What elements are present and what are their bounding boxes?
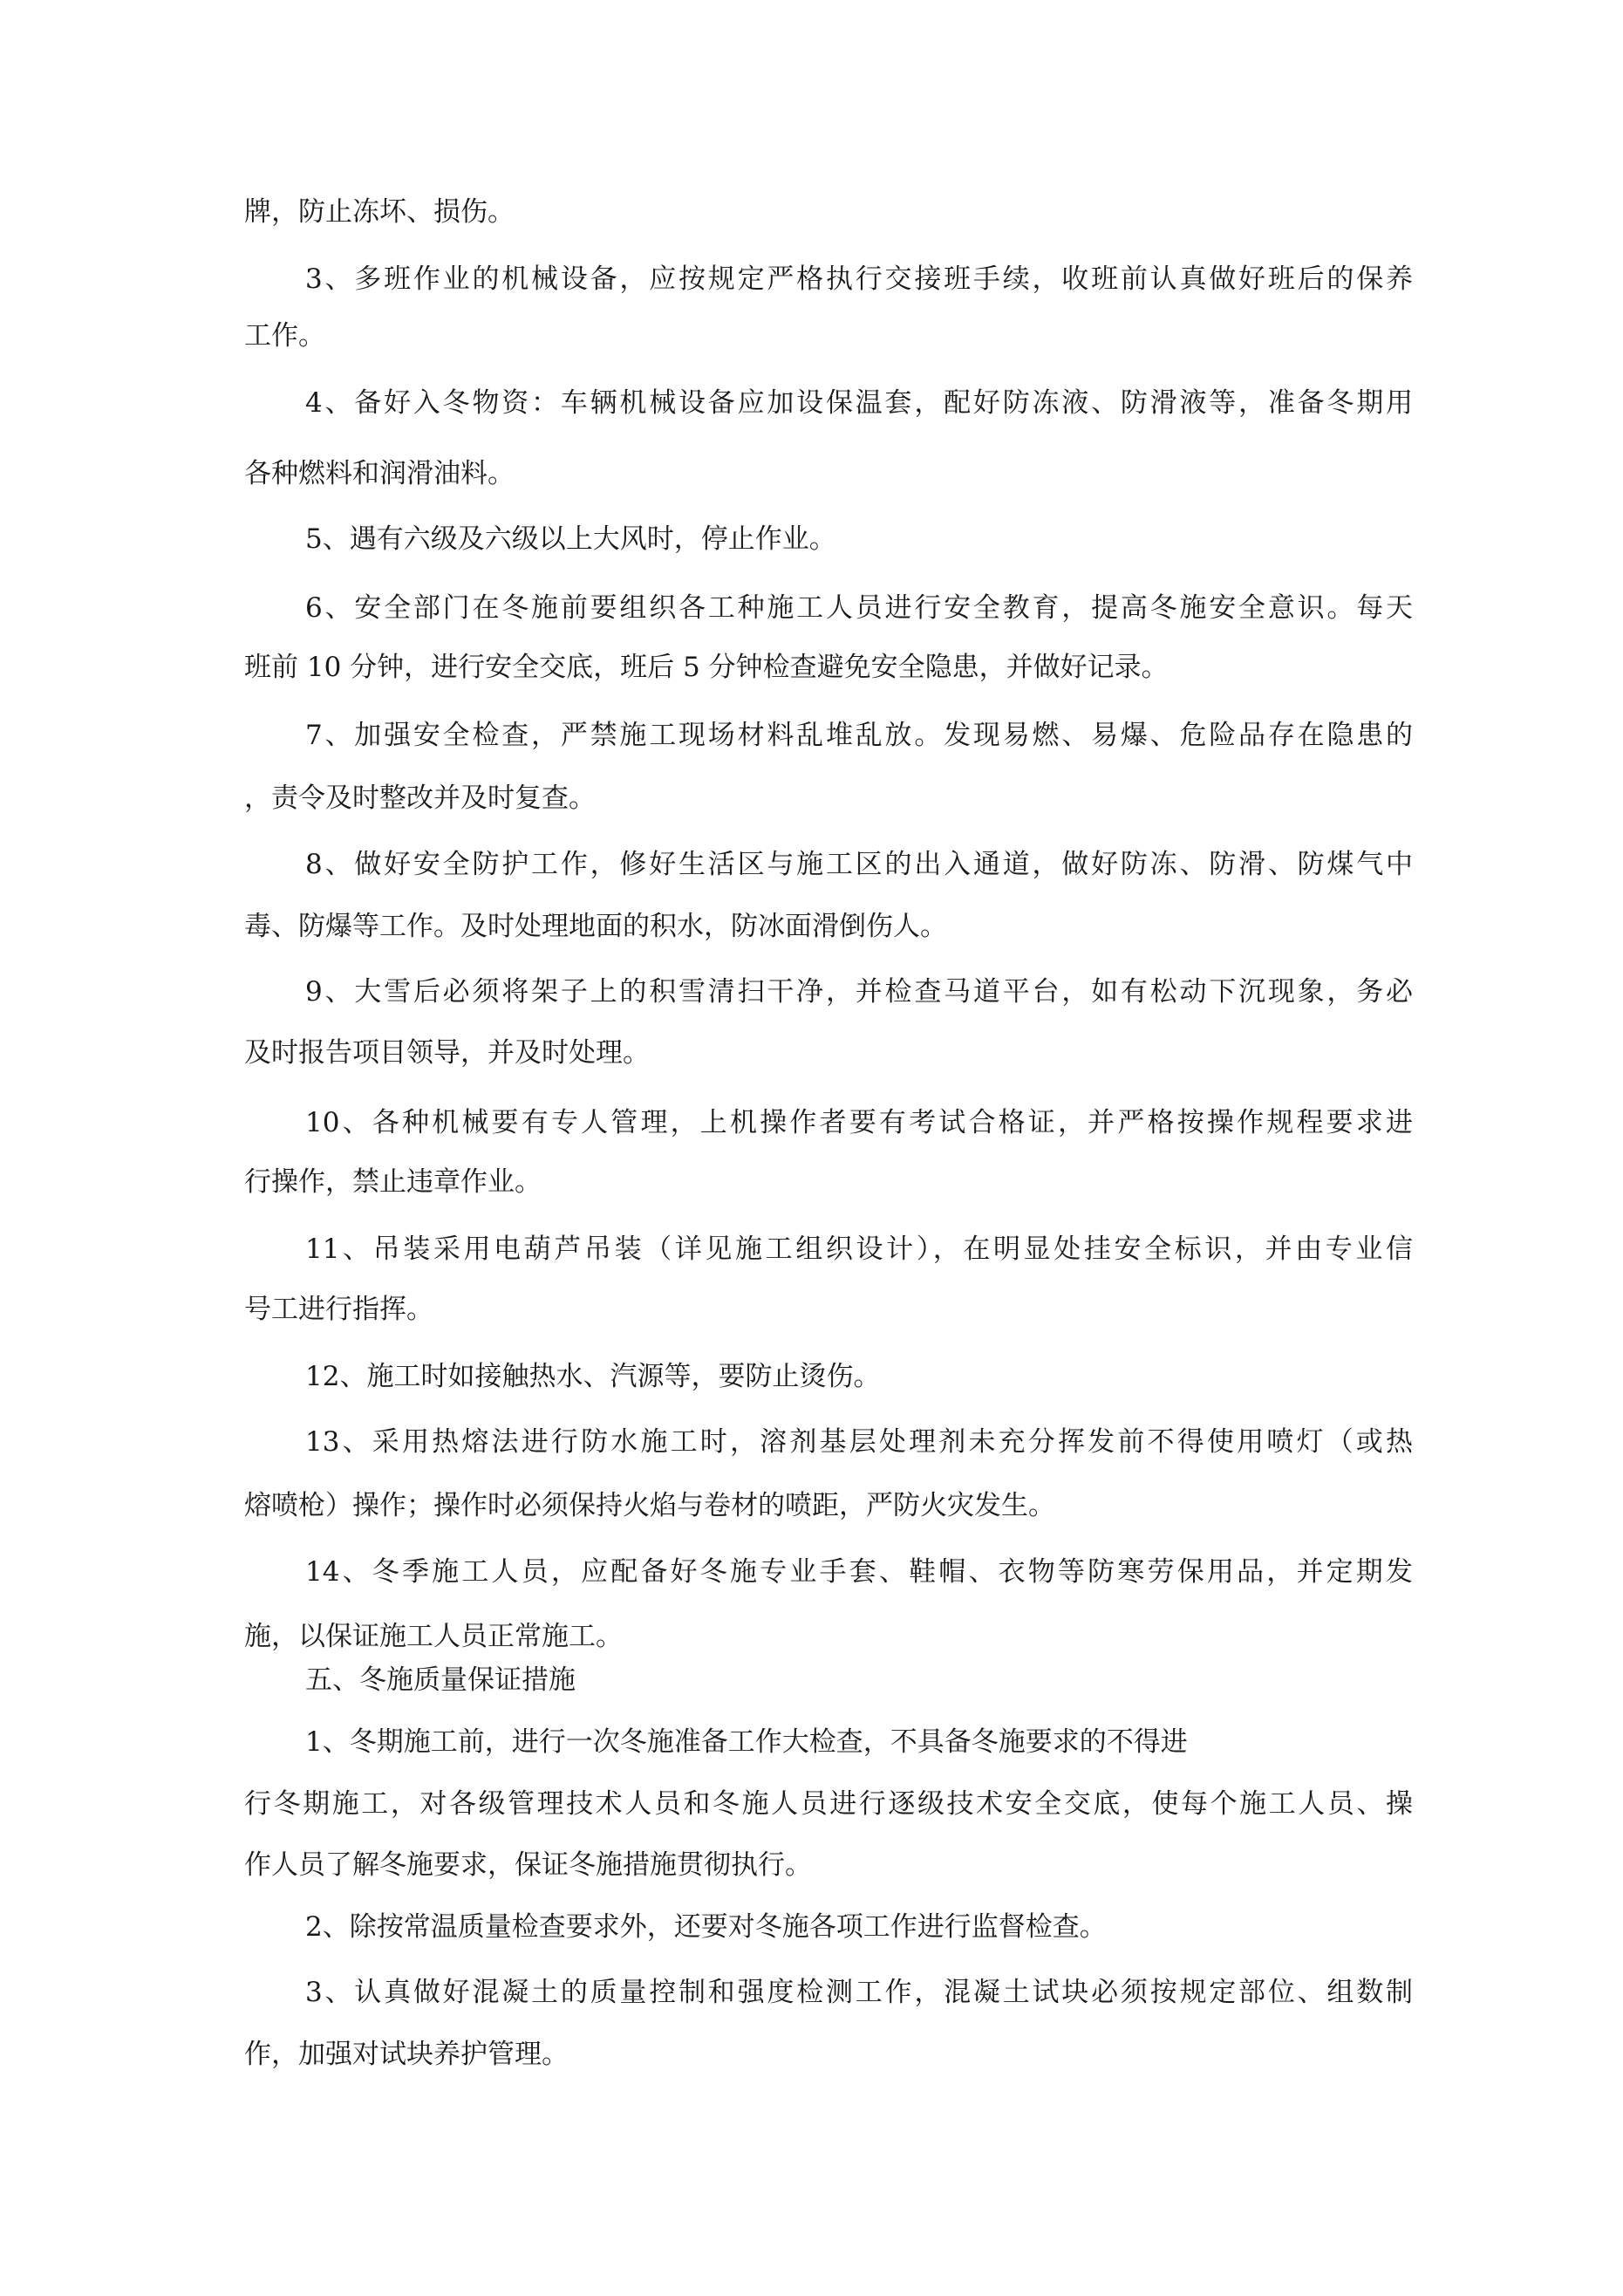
text-line: 3、多班作业的机械设备，应按规定严格执行交接班手续，收班前认真做好班后的保养 bbox=[305, 263, 1413, 295]
text-line: 14、冬季施工人员，应配备好冬施专业手套、鞋帽、衣物等防寒劳保用品，并定期发 bbox=[305, 1556, 1413, 1588]
text-line: 4、备好入冬物资：车辆机械设备应加设保温套，配好防冻液、防滑液等，准备冬期用 bbox=[305, 387, 1413, 419]
text-line: 13、采用热熔法进行防水施工时，溶剂基层处理剂未充分挥发前不得使用喷灯（或热 bbox=[305, 1426, 1413, 1458]
text-line: 工作。 bbox=[244, 320, 325, 352]
text-line: 10、各种机械要有专人管理，上机操作者要有考试合格证，并严格按操作规程要求进 bbox=[305, 1107, 1413, 1138]
text-line: 牌，防止冻坏、损伤。 bbox=[244, 196, 515, 228]
text-line: 9、大雪后必须将架子上的积雪清扫干净，并检查马道平台，如有松动下沉现象，务必 bbox=[305, 976, 1413, 1008]
text-line: 7、加强安全检查，严禁施工现场材料乱堆乱放。发现易燃、易爆、危险品存在隐患的 bbox=[305, 720, 1413, 751]
text-line: 3、认真做好混凝土的质量控制和强度检测工作，混凝土试块必须按规定部位、组数制 bbox=[305, 1977, 1413, 2008]
text-line: 行操作，禁止违章作业。 bbox=[244, 1166, 542, 1198]
text-line: 1、冬期施工前，进行一次冬施准备工作大检查，不具备冬施要求的不得进 bbox=[305, 1726, 1188, 1758]
text-line: 11、吊装采用电葫芦吊装（详见施工组织设计），在明显处挂安全标识，并由专业信 bbox=[305, 1233, 1413, 1265]
text-line: 作，加强对试块养护管理。 bbox=[244, 2039, 569, 2070]
text-line: 8、做好安全防护工作，修好生活区与施工区的出入通道，做好防冻、防滑、防煤气中 bbox=[305, 849, 1413, 880]
text-line: 班前 10 分钟，进行安全交底，班后 5 分钟检查避免安全隐患，并做好记录。 bbox=[244, 652, 1169, 683]
text-line: 作人员了解冬施要求，保证冬施措施贯彻执行。 bbox=[244, 1849, 812, 1881]
text-line: 2、除按常温质量检查要求外，还要对冬施各项工作进行监督检查。 bbox=[305, 1911, 1107, 1943]
text-line: 施，以保证施工人员正常施工。 bbox=[244, 1621, 623, 1652]
text-line: ，责令及时整改并及时复查。 bbox=[244, 782, 596, 814]
text-line: 号工进行指挥。 bbox=[244, 1294, 433, 1325]
text-line: 12、施工时如接触热水、汽源等，要防止烫伤。 bbox=[305, 1361, 881, 1392]
section-heading: 五、冬施质量保证措施 bbox=[305, 1664, 576, 1696]
text-line: 毒、防爆等工作。及时处理地面的积水，防冰面滑倒伤人。 bbox=[244, 911, 947, 942]
text-line: 5、遇有六级及六级以上大风时，停止作业。 bbox=[305, 523, 836, 555]
text-line: 熔喷枪）操作；操作时必须保持火焰与卷材的喷距，严防火灾发生。 bbox=[244, 1490, 1055, 1521]
text-line: 及时报告项目领导，并及时处理。 bbox=[244, 1037, 650, 1069]
text-line: 各种燃料和润滑油料。 bbox=[244, 458, 515, 489]
text-line: 6、安全部门在冬施前要组织各工种施工人员进行安全教育，提高冬施安全意识。每天 bbox=[305, 592, 1413, 624]
text-line: 行冬期施工，对各级管理技术人员和冬施人员进行逐级技术安全交底，使每个施工人员、操 bbox=[244, 1788, 1413, 1820]
